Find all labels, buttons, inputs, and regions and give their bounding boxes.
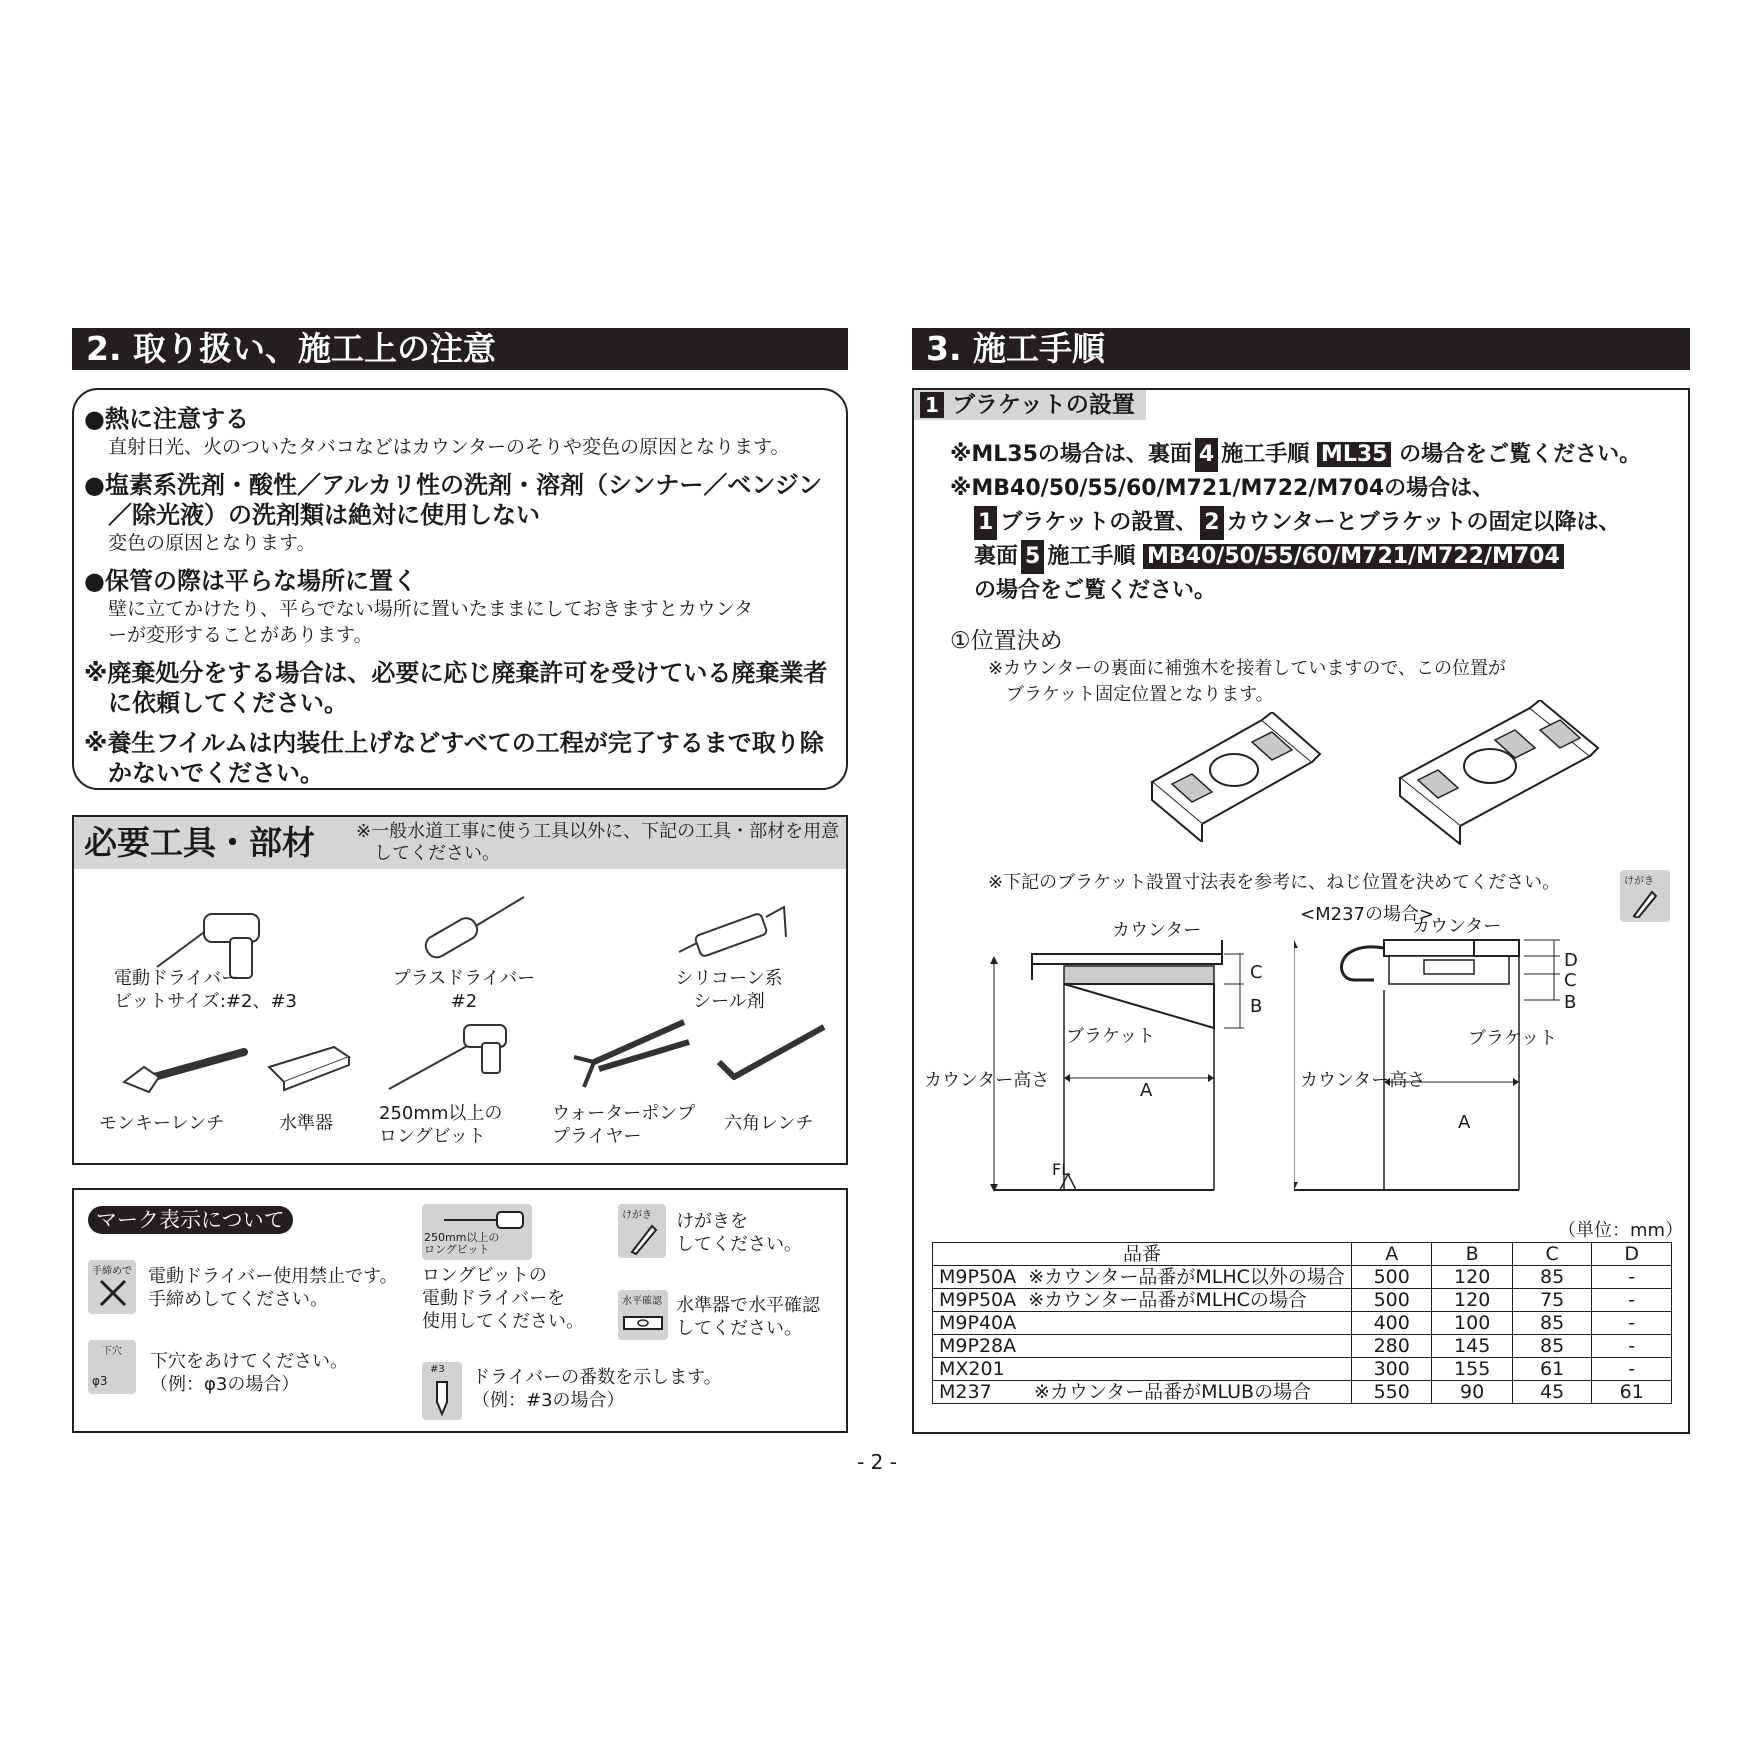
dimension-table — [932, 1242, 1672, 1404]
table-row — [933, 1312, 1672, 1335]
pen-icon — [1630, 888, 1660, 918]
cell-b: 90 — [1432, 1381, 1512, 1404]
tool-label — [384, 967, 544, 1013]
model-name: M237 — [939, 1381, 992, 1403]
caution-heat-body: 直射日光、火のついたタバコなどはカウンターのそりや変色の原因となります。 — [108, 436, 790, 458]
tool-line: ウォーターポンプ — [552, 1103, 696, 1124]
label-fl: FL — [1052, 1160, 1071, 1179]
icon-caption: 手締めで — [92, 1266, 132, 1277]
tools-header — [74, 817, 846, 869]
pilot-hole-icon — [88, 1340, 136, 1394]
col-header: B — [1432, 1243, 1512, 1266]
pen-icon — [628, 1222, 658, 1256]
note-number: 4 — [1195, 438, 1218, 472]
label-counter-left: カウンター — [1112, 920, 1202, 941]
mark-label — [472, 1366, 722, 1412]
col-header: 品番 — [933, 1243, 1352, 1266]
tools-note-2: してください。 — [374, 843, 500, 864]
mb-note-2 — [974, 506, 1621, 540]
icon-caption: #3 — [430, 1364, 445, 1375]
cell-c: 45 — [1512, 1381, 1592, 1404]
label-counter-right: カウンター — [1412, 916, 1502, 937]
note-text: 施工手順 — [1221, 442, 1310, 467]
label-b-right: B — [1564, 992, 1577, 1013]
model-cell — [933, 1289, 1352, 1312]
model-note: ※カウンター品番がMLHCの場合 — [1028, 1289, 1307, 1311]
model-name: M9P50A — [939, 1289, 1017, 1311]
caution-chemical-body: 変色の原因となります。 — [108, 532, 316, 554]
model-note: ※カウンター品番がMLUBの場合 — [1033, 1381, 1312, 1403]
tool-line: 250mm以上の — [379, 1103, 503, 1124]
label-a-left: A — [1140, 1080, 1153, 1101]
tools-box — [72, 815, 848, 1165]
cell-d: - — [1592, 1358, 1672, 1381]
phillips-driver-icon — [414, 892, 534, 967]
mark-label — [676, 1294, 820, 1340]
cross-section-standard — [914, 910, 1314, 1200]
cell-d: 61 — [1592, 1381, 1672, 1404]
tool-label: 水準器 — [279, 1113, 333, 1134]
no-driver-icon — [98, 1278, 128, 1308]
model-cell — [933, 1381, 1352, 1404]
col-header: D — [1592, 1243, 1672, 1266]
long-bit-mark-icon — [422, 1204, 532, 1260]
tool-line: ビットサイズ:#2、#3 — [114, 991, 297, 1012]
icon-caption: 水平確認 — [622, 1296, 662, 1307]
step-heading — [914, 390, 1146, 420]
mark-line: ドライバーの番数を示します。 — [472, 1367, 722, 1388]
caution-storage-body-1: 壁に立てかけたり、平らでない場所に置いたままにしておきますとカウンタ — [108, 598, 754, 620]
bit-number-icon — [422, 1362, 462, 1420]
tool-line: プラスドライバー — [392, 968, 536, 989]
tool-line: プライヤー — [552, 1126, 642, 1147]
caution-film-1: ※養生フイルムは内装仕上げなどすべての工程が完了するまで取り除 — [84, 729, 824, 757]
cell-a: 550 — [1351, 1381, 1431, 1404]
note-text: ブラケットの設置、 — [1000, 510, 1198, 535]
cell-a: 500 — [1351, 1266, 1431, 1289]
mb-note-1: ※MB40/50/55/60/M721/M722/M704の場合は、 — [950, 476, 1495, 501]
note-text: カウンターとブラケットの固定以降は、 — [1226, 510, 1621, 535]
model-cell — [933, 1358, 1352, 1381]
water-pump-pliers-icon — [564, 1017, 694, 1097]
m237-caption: <M237の場合> — [1300, 904, 1435, 925]
mark-line: してください。 — [676, 1318, 802, 1339]
note-text: 裏面 — [974, 544, 1019, 569]
hex-wrench-icon — [714, 1022, 834, 1092]
tool-line: 電動ドライバー — [114, 968, 240, 989]
ml35-note — [950, 438, 1641, 472]
cell-a: 280 — [1351, 1335, 1431, 1358]
label-c-right: C — [1564, 970, 1577, 991]
cell-a: 300 — [1351, 1358, 1431, 1381]
model-cell — [933, 1266, 1352, 1289]
icon-subcaption: ロングビット — [424, 1243, 490, 1256]
mark-line: 水準器で水平確認 — [676, 1295, 820, 1316]
table-row — [933, 1358, 1672, 1381]
cell-c: 61 — [1512, 1358, 1592, 1381]
label-counter-height-left: カウンター高さ — [924, 1070, 1050, 1091]
note-tag: MB40/50/55/60/M721/M722/M704 — [1143, 544, 1564, 569]
tool-label — [114, 967, 297, 1013]
table-row — [933, 1266, 1672, 1289]
tool-line: ロングビット — [379, 1126, 486, 1147]
mark-label — [150, 1350, 348, 1396]
note-text: ※ML35の場合は、裏面 — [950, 442, 1192, 467]
mb-note-4: の場合をご覧ください。 — [974, 578, 1217, 603]
note-number: 5 — [1021, 540, 1044, 574]
model-note: ※カウンター品番がMLHC以外の場合 — [1028, 1266, 1345, 1288]
mark-line: 使用してください。 — [422, 1311, 584, 1332]
mark-line: してください。 — [676, 1234, 802, 1255]
position-note-line: ブラケット固定位置となります。 — [1006, 684, 1274, 705]
tools-note-1: ※一般水道工事に使う工具以外に、下記の工具・部材を用意 — [356, 821, 840, 842]
cell-c: 75 — [1512, 1289, 1592, 1312]
caution-disposal-2: に依頼してください。 — [108, 689, 348, 717]
icon-subcaption: φ3 — [92, 1374, 108, 1388]
mark-line: （例：#3の場合） — [472, 1390, 625, 1411]
cell-c: 85 — [1512, 1266, 1592, 1289]
tool-label — [379, 1102, 502, 1148]
tools-title: 必要工具・部材 — [84, 823, 315, 862]
marks-box — [72, 1188, 848, 1433]
tool-label — [552, 1102, 695, 1148]
label-bracket-right: ブラケット — [1468, 1028, 1558, 1049]
cell-b: 145 — [1432, 1335, 1512, 1358]
caution-heat-head: ●熱に注意する — [84, 405, 249, 433]
position-note-line: ※カウンターの裏面に補強木を接着していますので、この位置が — [988, 658, 1506, 679]
level-bar-icon — [623, 1314, 663, 1332]
icon-caption: けがき — [622, 1210, 652, 1221]
silicone-sealant-icon — [674, 902, 794, 967]
unit-label: （単位：mm） — [1558, 1220, 1684, 1241]
cell-b: 120 — [1432, 1266, 1512, 1289]
caution-list — [84, 404, 834, 788]
monkey-wrench-icon — [114, 1042, 254, 1102]
cell-b: 100 — [1432, 1312, 1512, 1335]
table-row — [933, 1289, 1672, 1312]
marks-title: マーク表示について — [88, 1206, 293, 1234]
caution-film-2: かないでください。 — [108, 759, 324, 787]
caution-storage-head: ●保管の際は平らな場所に置く — [84, 567, 417, 595]
cell-d: - — [1592, 1335, 1672, 1358]
cell-c: 85 — [1512, 1312, 1592, 1335]
model-name: M9P28A — [939, 1335, 1017, 1357]
tool-line: シール剤 — [693, 991, 765, 1012]
table-header-row — [933, 1243, 1672, 1266]
note-tag: ML35 — [1317, 442, 1392, 467]
scribe-mark-icon — [1620, 870, 1670, 922]
section-title-handling: 2. 取り扱い、施工上の注意 — [72, 328, 848, 370]
page-number: - 2 - — [857, 1450, 897, 1474]
level-check-icon — [618, 1290, 668, 1340]
note-number: 2 — [1200, 506, 1223, 540]
model-name: M9P50A — [939, 1266, 1017, 1288]
cell-d: - — [1592, 1266, 1672, 1289]
ref-note: ※下記のブラケット設置寸法表を参考に、ねじ位置を決めてください。 — [988, 872, 1561, 893]
mark-line: 電動ドライバー使用禁止です。 — [148, 1266, 398, 1287]
section-title-procedure: 3. 施工手順 — [912, 328, 1690, 370]
tool-label: モンキーレンチ — [99, 1113, 225, 1134]
model-name: M9P40A — [939, 1312, 1017, 1334]
mb-note-3 — [974, 540, 1564, 574]
note-text: の場合をご覧ください。 — [1399, 442, 1642, 467]
model-cell — [933, 1312, 1352, 1335]
mark-line: 下穴をあけてください。 — [150, 1351, 348, 1372]
mark-label — [676, 1210, 802, 1256]
bit-tip-icon — [434, 1380, 450, 1416]
mark-line: ロングビットの — [422, 1265, 547, 1286]
tool-label — [664, 967, 794, 1013]
caution-box — [72, 388, 848, 790]
bracket-iso-left — [1142, 712, 1322, 842]
icon-caption: 250mm以上の — [424, 1231, 500, 1244]
tool-label: 六角レンチ — [724, 1113, 814, 1134]
label-b-left: B — [1250, 996, 1263, 1017]
cell-d: - — [1592, 1312, 1672, 1335]
long-bit-icon — [384, 1017, 514, 1097]
table-row — [933, 1381, 1672, 1404]
note-text: 施工手順 — [1047, 544, 1136, 569]
mark-line: 手締めしてください。 — [148, 1289, 328, 1310]
caution-chemical-head-2: ／除光液）の洗剤類は絶対に使用しない — [108, 501, 540, 529]
cell-c: 85 — [1512, 1335, 1592, 1358]
model-name: MX201 — [939, 1358, 1005, 1380]
col-header: C — [1512, 1243, 1592, 1266]
label-a-right: A — [1458, 1112, 1471, 1133]
model-cell — [933, 1335, 1352, 1358]
caution-chemical-head-1: ●塩素系洗剤・酸性／アルカリ性の洗剤・溶剤（シンナー／ベンジン — [84, 471, 823, 499]
mark-line: 電動ドライバーを — [422, 1288, 566, 1309]
mark-line: けがきを — [676, 1211, 748, 1232]
cell-a: 500 — [1351, 1289, 1431, 1312]
tool-line: #2 — [450, 991, 478, 1012]
caution-disposal-1: ※廃棄処分をする場合は、必要に応じ廃棄許可を受けている廃棄業者 — [84, 659, 828, 687]
bracket-iso-right — [1390, 700, 1600, 845]
table-row — [933, 1335, 1672, 1358]
label-d-right: D — [1564, 950, 1578, 971]
cell-b: 155 — [1432, 1358, 1512, 1381]
mark-label — [148, 1265, 398, 1311]
col-header: A — [1351, 1243, 1431, 1266]
note-number: 1 — [974, 506, 997, 540]
cell-b: 120 — [1432, 1289, 1512, 1312]
manual-tighten-icon — [88, 1260, 136, 1314]
caution-storage-body-2: ーが変形することがあります。 — [108, 624, 373, 646]
cell-a: 400 — [1351, 1312, 1431, 1335]
mark-line: （例：φ3の場合） — [150, 1374, 300, 1395]
scribe-icon — [618, 1204, 666, 1258]
step-number: 1 — [920, 392, 944, 418]
label-counter-height-right: カウンター高さ — [1300, 1070, 1426, 1091]
cell-d: - — [1592, 1289, 1672, 1312]
spirit-level-icon — [264, 1042, 354, 1092]
label-bracket-left: ブラケット — [1066, 1026, 1156, 1047]
mark-label — [422, 1264, 584, 1333]
icon-caption: 下穴 — [102, 1346, 122, 1357]
tool-line: シリコーン系 — [675, 968, 783, 989]
position-heading: ①位置決め — [950, 628, 1063, 654]
icon-caption: けがき — [1624, 876, 1654, 887]
step-title: ブラケットの設置 — [952, 392, 1135, 418]
procedure-box — [912, 388, 1690, 1434]
label-c-left: C — [1250, 962, 1263, 983]
